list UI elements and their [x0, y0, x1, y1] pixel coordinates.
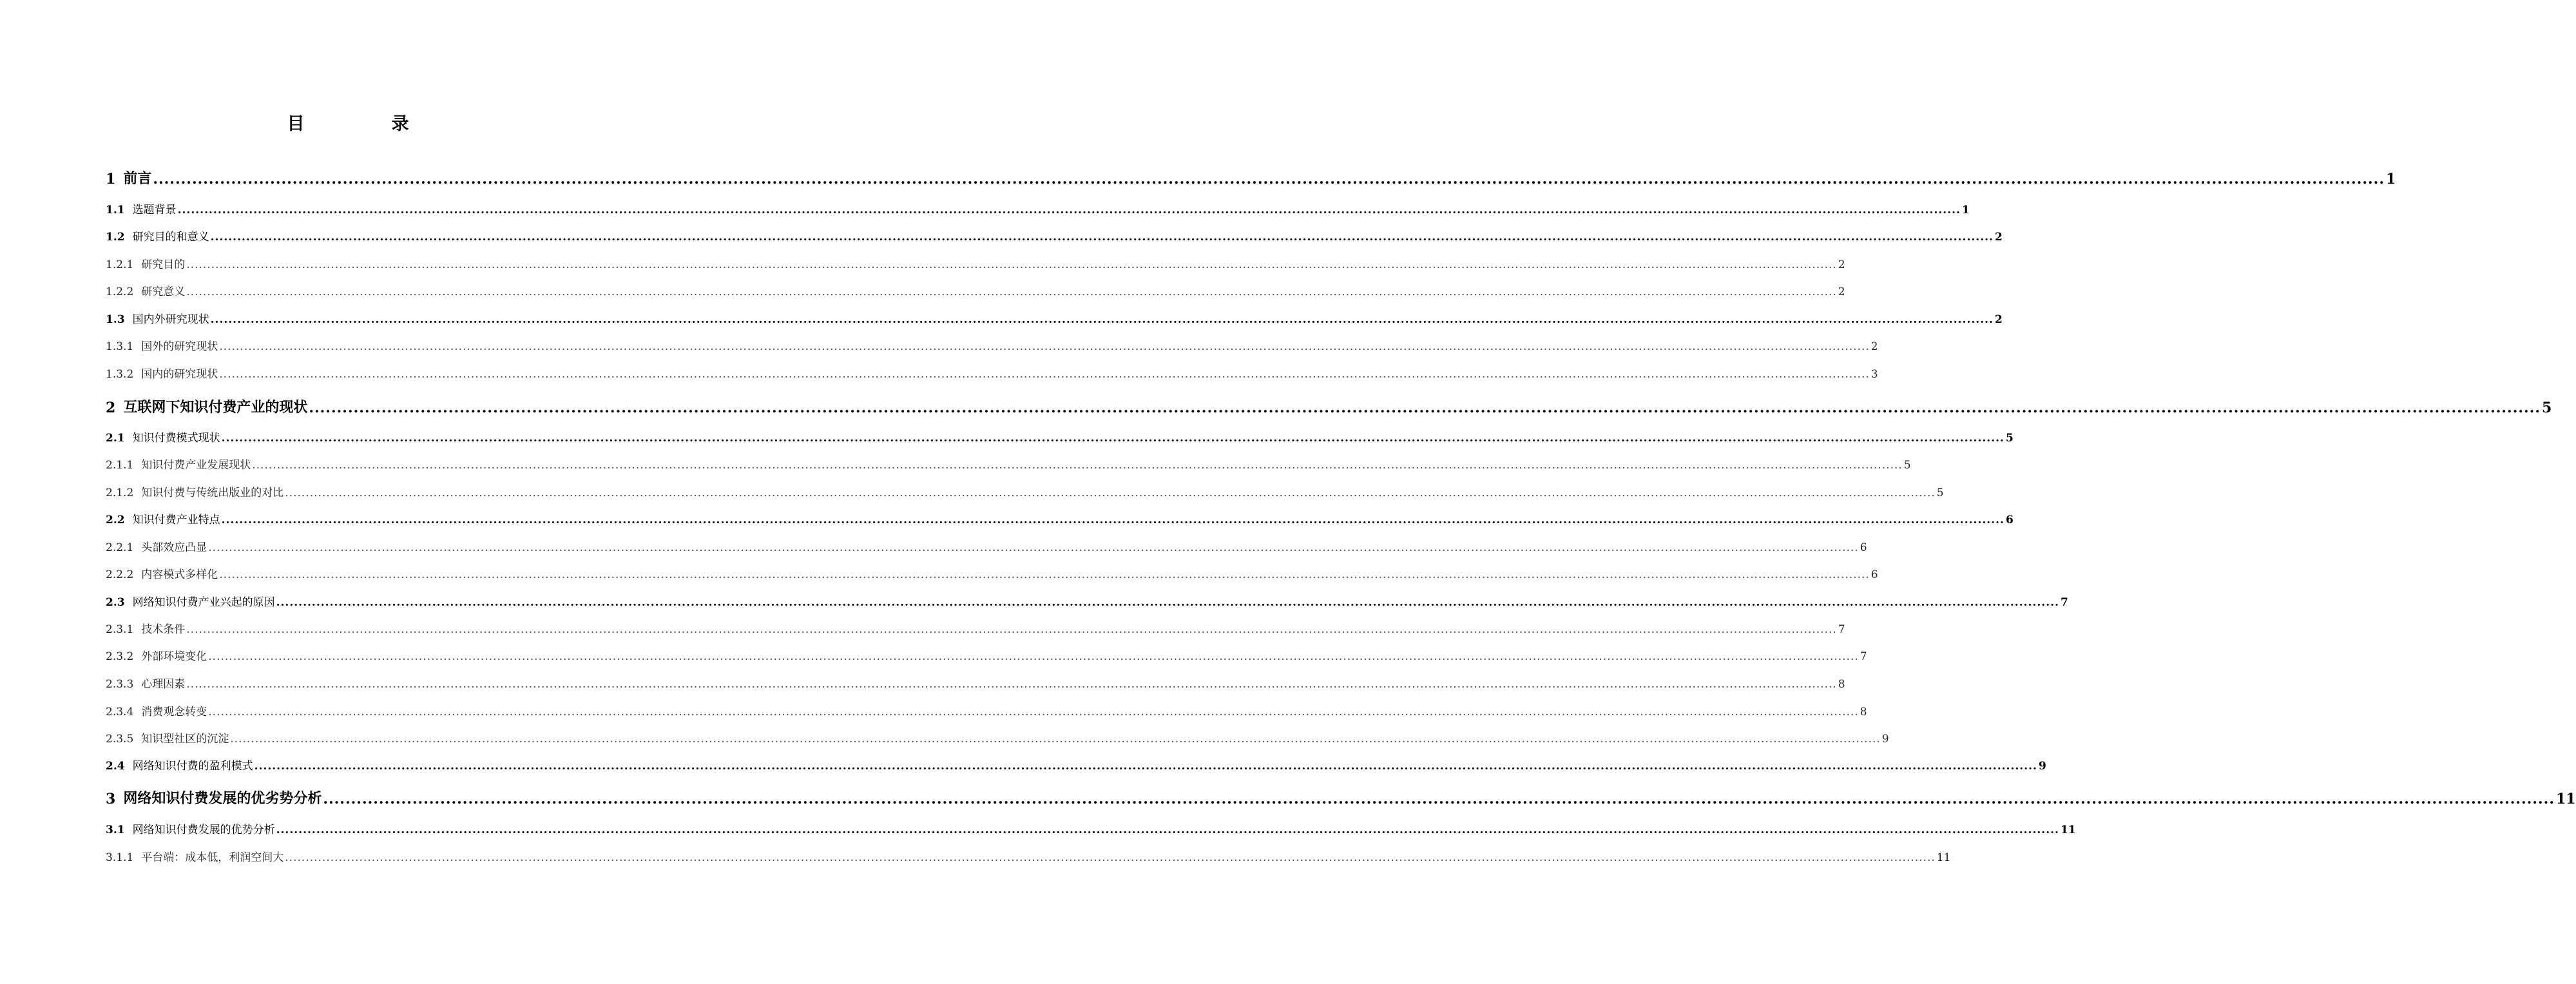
- toc-entry[interactable]: [106, 787, 2576, 807]
- toc-entry-number: 1: [106, 171, 116, 188]
- toc-entry[interactable]: [106, 337, 1878, 353]
- toc-dot-leader: ................................................................................................................................................................................................................................................................................................................................................................................................................: [210, 313, 1994, 326]
- toc-entry-page: 2: [1994, 313, 2003, 326]
- page-title: 目 录: [287, 114, 444, 134]
- toc-entry-number: 2.1.2: [106, 487, 134, 499]
- toc-entry-title: 消费观念转变: [141, 706, 207, 719]
- toc-entry-title: 知识型社区的沉淀: [141, 733, 229, 746]
- toc-entry-page: 1: [2386, 171, 2396, 188]
- toc-entry[interactable]: [106, 310, 2003, 326]
- toc-entry-number: 2.1.1: [106, 459, 134, 472]
- toc-entry[interactable]: [106, 456, 1911, 472]
- toc-entry-title: 知识付费模式现状: [132, 432, 220, 445]
- toc-entry-number: 2.3.5: [106, 733, 134, 746]
- toc-entry-number: 1.2.2: [106, 285, 134, 298]
- toc-entry-page: 5: [2005, 432, 2014, 445]
- toc-dot-leader: ................................................................................................................................................................................................................................................................................................................................................................................................................: [219, 340, 1870, 353]
- toc-entry[interactable]: [106, 282, 1845, 298]
- toc-dot-leader: ................................................................................................................................................................................................................................................................................................................................................................................................................: [221, 432, 2004, 445]
- toc-entry-number: 3.1: [106, 824, 125, 836]
- toc-entry[interactable]: [106, 168, 2396, 188]
- toc-entry-number: 1.3.1: [106, 340, 134, 353]
- toc-entry-title: 前言: [123, 171, 152, 187]
- toc-entry[interactable]: [106, 702, 1867, 719]
- toc-entry[interactable]: [106, 538, 1867, 554]
- toc-entry-title: 网络知识付费发展的优势分析: [132, 824, 275, 836]
- toc-entry-page: 2: [1838, 285, 1845, 298]
- toc-entry-number: 3: [106, 791, 116, 807]
- toc-entry-title: 网络知识付费的盈利模式: [132, 760, 253, 773]
- toc-dot-leader: ................................................................................................................................................................................................................................................................................................................................................................................................................: [210, 231, 1994, 244]
- toc-entry-number: 2.2: [106, 514, 125, 526]
- toc-entry-number: 2.3: [106, 596, 125, 609]
- toc-entry-page: 2: [1994, 231, 2003, 244]
- toc-entry[interactable]: [106, 675, 1845, 691]
- toc-entry[interactable]: [106, 365, 1878, 381]
- toc-dot-leader: ................................................................................................................................................................................................................................................................................................................................................................................................................: [186, 678, 1837, 691]
- toc-entry-title: 知识付费与传统出版业的对比: [141, 487, 284, 499]
- toc-entry-number: 2.2.2: [106, 568, 134, 581]
- toc-entry[interactable]: [106, 227, 2003, 244]
- toc-entry-title: 外部环境变化: [141, 650, 207, 663]
- toc-entry-number: 2.3.1: [106, 623, 134, 636]
- toc-entry-page: 11: [1936, 851, 1951, 864]
- toc-entry-title: 技术条件: [141, 623, 186, 636]
- toc-entry-page: 9: [2038, 760, 2046, 773]
- toc-entry[interactable]: [106, 483, 1944, 499]
- toc-entry-title: 互联网下知识付费产业的现状: [123, 400, 308, 416]
- toc-dot-leader: ................................................................................................................................................................................................................................................................................................................................................................................................................: [177, 204, 1961, 217]
- toc-entry-title: 研究意义: [141, 285, 186, 298]
- toc-entry-number: 2.4: [106, 760, 125, 773]
- toc-entry-number: 2: [106, 400, 116, 416]
- toc-entry-title: 平台端：成本低，利润空间大: [141, 851, 284, 864]
- toc-dot-leader: ................................................................................................................................................................................................................................................................................................................................................................................................................: [276, 596, 2059, 609]
- toc-entry-title: 国内外研究现状: [132, 313, 209, 326]
- toc-entry-title: 知识付费产业特点: [132, 514, 220, 526]
- toc-dot-leader: ................................................................................................................................................................................................................................................................................................................................................................................................................: [230, 733, 1881, 746]
- toc-entry-page: 8: [1860, 706, 1867, 719]
- toc-entry-page: 3: [1870, 368, 1878, 381]
- toc-dot-leader: ................................................................................................................................................................................................................................................................................................................................................................................................................: [186, 285, 1837, 298]
- toc-entry-title: 头部效应凸显: [141, 541, 207, 554]
- toc-entry-title: 知识付费产业发展现状: [141, 459, 251, 472]
- toc-dot-leader: ................................................................................................................................................................................................................................................................................................................................................................................................................: [219, 568, 1870, 581]
- toc-entry[interactable]: [106, 429, 2014, 445]
- toc-dot-leader: ................................................................................................................................................................................................................................................................................................................................................................................................................: [153, 171, 2385, 188]
- toc-entry-page: 5: [2542, 400, 2552, 416]
- toc-dot-leader: ................................................................................................................................................................................................................................................................................................................................................................................................................: [309, 400, 2541, 416]
- toc-dot-leader: ................................................................................................................................................................................................................................................................................................................................................................................................................: [285, 487, 1936, 499]
- toc-entry[interactable]: [106, 647, 1867, 663]
- toc-entry-number: 1.2.1: [106, 258, 134, 271]
- toc-entry-page: 9: [1881, 733, 1889, 746]
- toc-entry-number: 2.1: [106, 432, 125, 445]
- toc-entry-title: 网络知识付费发展的优劣势分析: [123, 791, 322, 807]
- toc-dot-leader: ................................................................................................................................................................................................................................................................................................................................................................................................................: [208, 541, 1859, 554]
- toc-entry-page: 5: [1936, 487, 1944, 499]
- toc-entry-number: 1.1: [106, 204, 125, 217]
- toc-dot-leader: ................................................................................................................................................................................................................................................................................................................................................................................................................: [208, 706, 1859, 719]
- toc-entry-title: 选题背景: [132, 204, 177, 217]
- toc-entry[interactable]: [106, 510, 2014, 526]
- toc-entry-page: 8: [1838, 678, 1845, 691]
- toc-entry-page: 11: [2060, 824, 2076, 836]
- toc-entry[interactable]: [106, 820, 2076, 836]
- toc-entry-title: 研究目的: [141, 258, 186, 271]
- toc-entry-title: 内容模式多样化: [141, 568, 218, 581]
- toc-entry-page: 5: [1903, 459, 1911, 472]
- toc-entry-number: 1.2: [106, 231, 125, 244]
- toc-entry-page: 1: [1961, 204, 1970, 217]
- toc-dot-leader: ................................................................................................................................................................................................................................................................................................................................................................................................................: [276, 824, 2059, 836]
- toc-entry[interactable]: [106, 729, 1889, 746]
- toc-dot-leader: ................................................................................................................................................................................................................................................................................................................................................................................................................: [208, 650, 1859, 663]
- toc-dot-leader: ................................................................................................................................................................................................................................................................................................................................................................................................................: [252, 459, 1903, 472]
- toc-entry-number: 2.3.3: [106, 678, 134, 691]
- toc-entry-page: 6: [1860, 541, 1867, 554]
- toc-dot-leader: ................................................................................................................................................................................................................................................................................................................................................................................................................: [221, 514, 2004, 526]
- toc-entry-page: 2: [1838, 258, 1845, 271]
- toc-entry[interactable]: [106, 255, 1845, 271]
- toc-entry[interactable]: [106, 565, 1878, 581]
- toc-entry-title: 国内的研究现状: [141, 368, 218, 381]
- toc-dot-leader: ................................................................................................................................................................................................................................................................................................................................................................................................................: [323, 791, 2555, 807]
- toc-entry-page: 7: [2060, 596, 2068, 609]
- toc-entry-number: 2.3.2: [106, 650, 134, 663]
- toc-entry-title: 研究目的和意义: [132, 231, 209, 244]
- toc-entry-page: 11: [2556, 791, 2576, 807]
- toc-entry-page: 6: [2005, 514, 2014, 526]
- toc-entry-number: 1.3.2: [106, 368, 134, 381]
- toc-entry-number: 3.1.1: [106, 851, 134, 864]
- toc-entry-title: 国外的研究现状: [141, 340, 218, 353]
- toc-entry-page: 2: [1870, 340, 1878, 353]
- toc-entry-title: 心理因素: [141, 678, 186, 691]
- toc-entry[interactable]: [106, 757, 2046, 773]
- toc-dot-leader: ................................................................................................................................................................................................................................................................................................................................................................................................................: [219, 368, 1870, 381]
- toc-entry[interactable]: [106, 620, 1845, 636]
- toc-dot-leader: ................................................................................................................................................................................................................................................................................................................................................................................................................: [285, 851, 1936, 864]
- toc-entry-page: 7: [1860, 650, 1867, 663]
- toc-dot-leader: ................................................................................................................................................................................................................................................................................................................................................................................................................: [254, 760, 2037, 773]
- toc-dot-leader: ................................................................................................................................................................................................................................................................................................................................................................................................................: [186, 258, 1837, 271]
- toc-entry-page: 7: [1838, 623, 1845, 636]
- toc-dot-leader: ................................................................................................................................................................................................................................................................................................................................................................................................................: [186, 623, 1837, 636]
- toc-entry-number: 1.3: [106, 313, 125, 326]
- toc-entry[interactable]: [106, 200, 1970, 217]
- toc-entry[interactable]: [106, 396, 2552, 416]
- toc-entry[interactable]: [106, 848, 1951, 864]
- toc-entry-number: 2.3.4: [106, 706, 134, 719]
- toc-entry[interactable]: [106, 593, 2068, 609]
- toc-entry-page: 6: [1870, 568, 1878, 581]
- toc-entry-number: 2.2.1: [106, 541, 134, 554]
- toc-entry-title: 网络知识付费产业兴起的原因: [132, 596, 275, 609]
